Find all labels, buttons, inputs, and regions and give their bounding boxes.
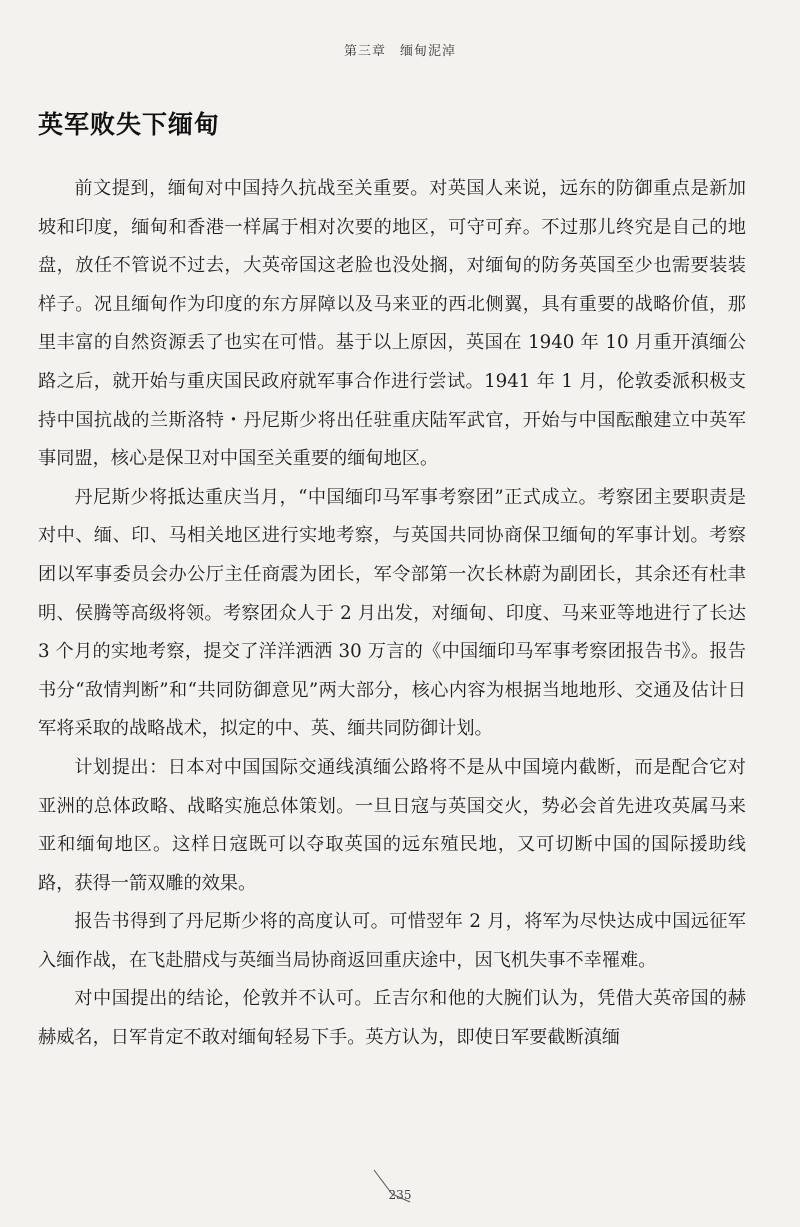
chapter-title: 缅甸泥淖 — [400, 44, 457, 59]
paragraph-5: 对中国提出的结论，伦敦并不认可。丘吉尔和他的大腕们认为，凭借大英帝国的赫赫威名，日军肯定不敢对缅甸轻易下手。英方认为，即使日军要截断滇缅 — [38, 988, 746, 1049]
paragraph-4: 报告书得到了丹尼斯少将的高度认可。可惜翌年 2 月，将军为尽快达成中国远征军入缅作战，在飞赴腊戍与英缅当局协商返回重庆途中，因飞机失事不幸罹难。 — [38, 911, 746, 971]
running-header — [0, 40, 800, 59]
page-number: 235 — [388, 1188, 412, 1202]
paragraph-1: 前文提到，缅甸对中国持久抗战至关重要。对英国人来说，远东的防御重点是新加坡和印度，缅甸和香港一样属于相对次要的地区，可守可弃。不过那儿终究是自己的地盘，放任不管说不过去，大英帝国这老脸也没处搁，对缅甸的防务英国至少也需要装装样子。况且缅甸作为印度的东方屏障以及马来亚的西北侧翼，具有重要的战略价值，那里丰富的自然资源丢了也实在可惜。基于以上原因，英国在 1940 年 10 月重开滇缅公路之后，就开始与重庆国民政府就军事合作进行尝试。1941 年 1 月，伦敦委派积极支持中国抗战的兰斯洛特・丹尼斯少将出任驻重庆陆军武官，开始与中国酝酿建立中英军事同盟，核心是保卫对中国至关重要的缅甸地区。 — [38, 178, 746, 470]
chapter-number: 第三章 — [343, 44, 386, 59]
paragraph-3: 计划提出：日本对中国国际交通线滇缅公路将不是从中国境内截断，而是配合它对亚洲的总体政略、战略实施总体策划。一旦日寇与英国交火，势必会首先进攻英属马来亚和缅甸地区。这样日寇既可以夺取英国的远东殖民地，又可切断中国的国际援助线路，获得一箭双雕的效果。 — [38, 756, 746, 894]
paragraph-2: 丹尼斯少将抵达重庆当月，“中国缅印马军事考察团”正式成立。考察团主要职责是对中、缅、印、马相关地区进行实地考察，与英国共同协商保卫缅甸的军事计划。考察团以军事委员会办公厅主任商震为团长，军令部第一次长林蔚为副团长，其余还有杜聿明、侯腾等高级将领。考察团众人于 2 月出发，对缅甸、印度、马来亚等地进行了长达 3 个月的实地考察，提交了洋洋洒洒 30 万言的《中国缅印马军事考察团报告书》。报告书分“敌情判断”和“共同防御意见”两大部分，核心内容为根据当地地形、交通及估计日军将采取的战略战术，拟定的中、英、缅共同防御计划。 — [38, 486, 746, 740]
section-title: 英军败失下缅甸 — [38, 110, 221, 139]
body-text — [38, 170, 746, 1058]
